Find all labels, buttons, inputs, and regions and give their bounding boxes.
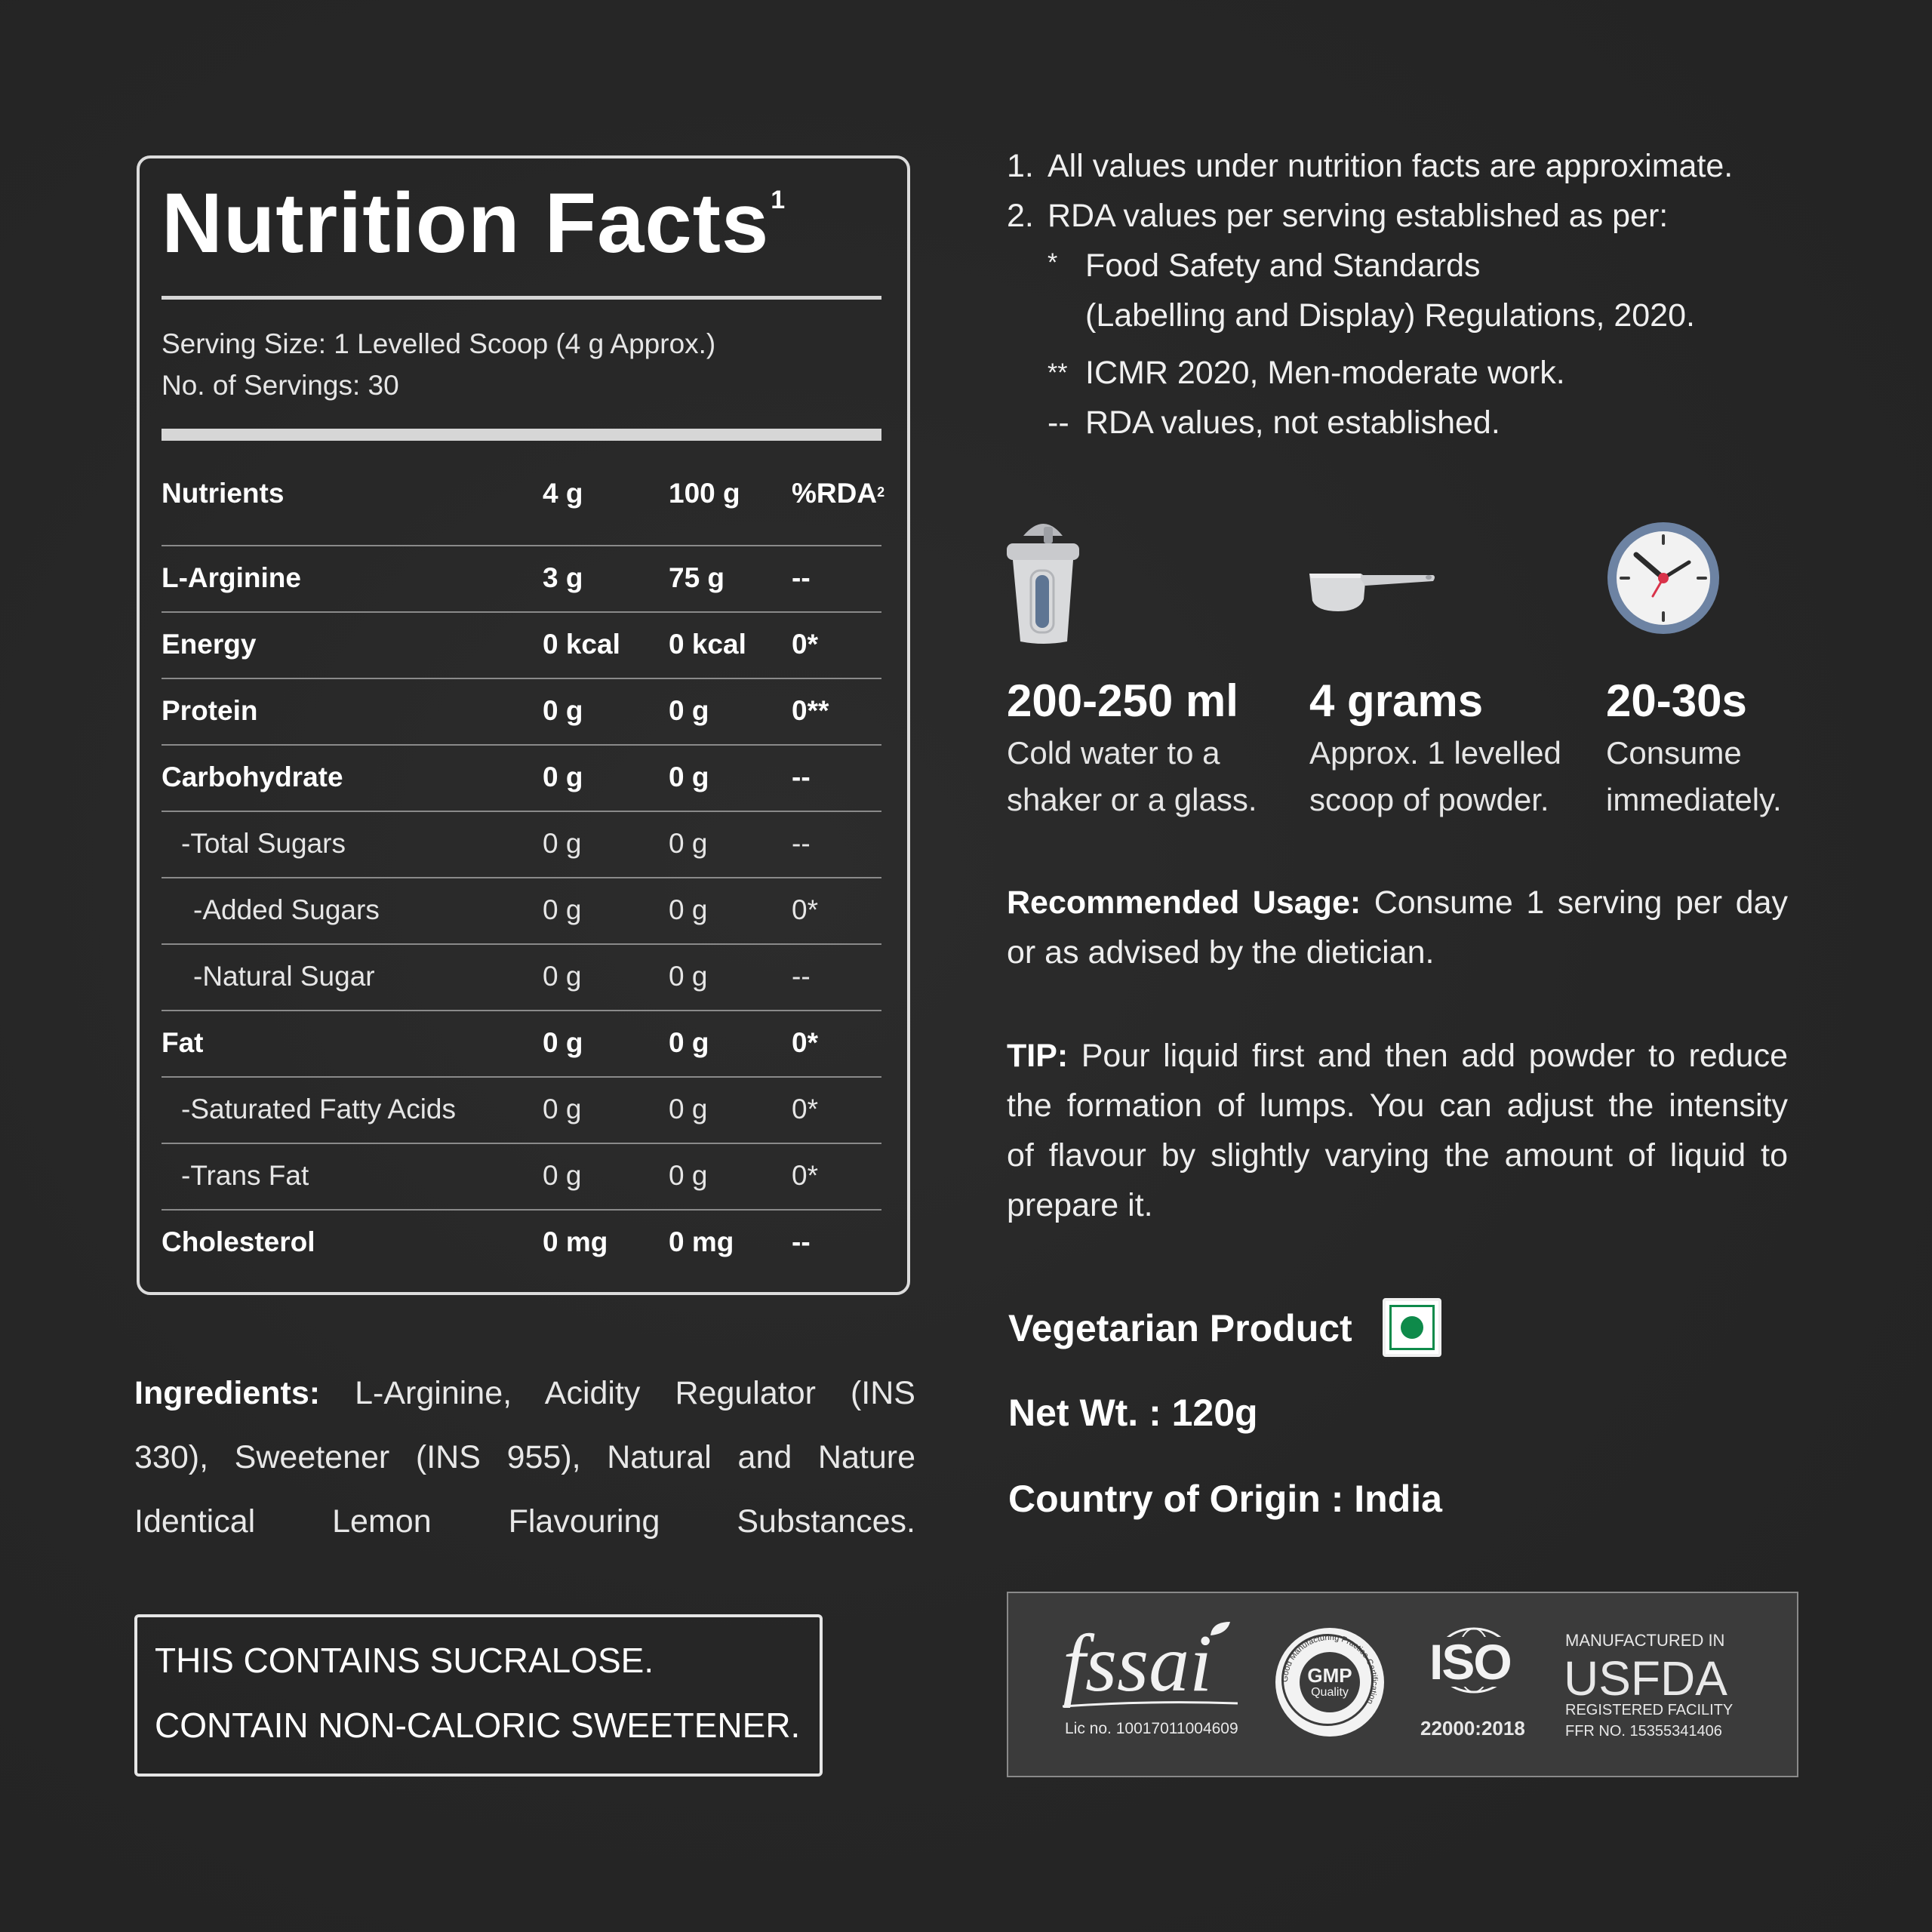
iso-standard: 22000:2018 bbox=[1420, 1717, 1525, 1740]
ingredients-line-3: Identical Lemon Flavouring Substances. bbox=[134, 1503, 915, 1540]
water-desc-line-2: shaker or a glass. bbox=[1007, 782, 1257, 817]
value-per-4g: 0 g bbox=[543, 894, 582, 925]
recommended-usage-line-2: or as advised by the dietician. bbox=[1007, 934, 1435, 971]
row-divider bbox=[162, 611, 881, 613]
header-per-100g: 100 g bbox=[669, 478, 740, 509]
nutrient-name: Protein bbox=[162, 695, 258, 726]
note-1: All values under nutrition facts are approximate. bbox=[1048, 148, 1734, 184]
ingredients-line-2: 330), Sweetener (INS 955), Natural and Nature bbox=[134, 1439, 915, 1475]
serving-size: Serving Size: 1 Levelled Scoop (4 g Approx.) bbox=[162, 328, 716, 359]
value-per-100g: 0 g bbox=[669, 695, 709, 726]
value-per-4g: 0 g bbox=[543, 961, 582, 992]
value-per-100g: 0 g bbox=[669, 1160, 708, 1191]
warning-line-1: THIS CONTAINS SUCRALOSE. bbox=[155, 1641, 654, 1680]
country-of-origin: Country of Origin : India bbox=[1008, 1478, 1442, 1520]
rda-value: -- bbox=[792, 828, 811, 859]
header-per-4g: 4 g bbox=[543, 478, 583, 509]
value-per-4g: 0 mg bbox=[543, 1226, 608, 1257]
iso-text: ISO bbox=[1426, 1637, 1514, 1687]
rda-value: -- bbox=[792, 761, 811, 792]
rda-value: 0* bbox=[792, 1160, 818, 1191]
row-divider bbox=[162, 1143, 881, 1144]
scoop-desc-line-1: Approx. 1 levelled bbox=[1309, 735, 1561, 771]
header-rda: %RDA$^2$ bbox=[792, 478, 885, 509]
fssai-underline-icon bbox=[1063, 1699, 1238, 1709]
rda-value: -- bbox=[792, 1226, 811, 1257]
value-per-100g: 0 g bbox=[669, 961, 708, 992]
svg-text:Good Manufacturing Practice Ce: Good Manufacturing Practice Certification bbox=[1280, 1632, 1380, 1706]
nutrient-name: -Total Sugars bbox=[181, 828, 346, 859]
value-per-4g: 0 kcal bbox=[543, 629, 620, 660]
row-divider bbox=[162, 811, 881, 812]
note-star-mark: * bbox=[1048, 248, 1058, 277]
row-divider bbox=[162, 744, 881, 746]
value-per-100g: 0 g bbox=[669, 828, 708, 859]
value-per-4g: 0 g bbox=[543, 695, 583, 726]
note-star-line-2: (Labelling and Display) Regulations, 2020. bbox=[1085, 297, 1695, 334]
nutrient-name: Energy bbox=[162, 629, 257, 660]
clock-icon bbox=[1606, 521, 1721, 635]
rda-value: -- bbox=[792, 961, 811, 992]
value-per-100g: 0 g bbox=[669, 761, 709, 792]
value-per-4g: 0 g bbox=[543, 1094, 582, 1124]
value-per-100g: 0 mg bbox=[669, 1226, 734, 1257]
value-per-4g: 0 g bbox=[543, 1027, 583, 1058]
note-double-star-mark: ** bbox=[1048, 358, 1068, 387]
nutrient-name: Fat bbox=[162, 1027, 204, 1058]
sweetener-warning-box bbox=[134, 1614, 823, 1777]
nutrient-name: -Saturated Fatty Acids bbox=[181, 1094, 457, 1124]
note-2: RDA values per serving established as per: bbox=[1048, 198, 1669, 234]
value-per-100g: 0 g bbox=[669, 1094, 708, 1124]
header-nutrients: Nutrients bbox=[162, 478, 285, 509]
row-divider bbox=[162, 1010, 881, 1011]
row-divider bbox=[162, 678, 881, 679]
nutrient-name: -Added Sugars bbox=[193, 894, 380, 925]
recommended-usage-line-1: Recommended Usage: Consume 1 serving per day bbox=[1007, 884, 1789, 921]
water-desc-line-1: Cold water to a bbox=[1007, 735, 1220, 771]
rda-value: -- bbox=[792, 562, 811, 593]
vegetarian-mark-icon bbox=[1383, 1298, 1441, 1357]
note-dash: RDA values, not established. bbox=[1085, 405, 1500, 441]
row-divider bbox=[162, 877, 881, 878]
usfda-registered: REGISTERED FACILITY bbox=[1565, 1702, 1734, 1718]
certifications-panel: fssai Lic no. 10017011004609 GMP Quality Good Manufacturing Practice Certification ISO 22000:2018 MANUFACTURED IN USFDA REGISTERED FACILITY FFR NO. 15355341406 bbox=[1007, 1592, 1798, 1777]
rda-value: 0* bbox=[792, 1027, 818, 1058]
usfda-ffr: FFR NO. 15355341406 bbox=[1565, 1723, 1722, 1740]
nutrient-name: -Trans Fat bbox=[181, 1160, 309, 1191]
nutrition-facts-title: Nutrition Facts$^1$ bbox=[162, 176, 786, 270]
gmp-text: GMP bbox=[1307, 1664, 1352, 1687]
warning-line-2: CONTAIN NON-CALORIC SWEETENER. bbox=[155, 1706, 801, 1745]
gmp-ring-text bbox=[1275, 1628, 1384, 1737]
value-per-100g: 0 g bbox=[669, 894, 708, 925]
nutrient-name: L-Arginine bbox=[162, 562, 301, 593]
scoop-amount: 4 grams bbox=[1309, 675, 1484, 726]
time-desc-line-1: Consume bbox=[1606, 735, 1742, 771]
value-per-4g: 0 g bbox=[543, 828, 582, 859]
vegetarian-label: Vegetarian Product bbox=[1008, 1307, 1352, 1349]
nutrient-name: -Natural Sugar bbox=[193, 961, 375, 992]
rda-value: 0** bbox=[792, 695, 829, 726]
consume-time: 20-30s bbox=[1606, 675, 1747, 726]
value-per-100g: 75 g bbox=[669, 562, 725, 593]
nutrient-name: Cholesterol bbox=[162, 1226, 315, 1257]
water-amount: 200-250 ml bbox=[1007, 675, 1238, 726]
row-divider bbox=[162, 943, 881, 945]
ingredients-line-1: Ingredients: L-Arginine, Acidity Regulator (INS bbox=[134, 1375, 915, 1411]
value-per-4g: 3 g bbox=[543, 562, 583, 593]
tip-line-4: prepare it. bbox=[1007, 1187, 1153, 1223]
time-desc-line-2: immediately. bbox=[1606, 782, 1782, 817]
gmp-quality: Quality bbox=[1311, 1686, 1349, 1699]
value-per-4g: 0 g bbox=[543, 1160, 582, 1191]
tip-line-1: TIP: Pour liquid first and then add powder to reduce bbox=[1007, 1038, 1788, 1074]
net-weight: Net Wt. : 120g bbox=[1008, 1392, 1258, 1434]
value-per-4g: 0 g bbox=[543, 761, 583, 792]
divider bbox=[162, 296, 881, 300]
gmp-badge bbox=[1275, 1628, 1384, 1737]
usfda-title: USFDA bbox=[1564, 1651, 1727, 1706]
rda-value: 0* bbox=[792, 894, 818, 925]
row-divider bbox=[162, 1209, 881, 1211]
thick-divider bbox=[162, 429, 881, 441]
usfda-top: MANUFACTURED IN bbox=[1565, 1631, 1725, 1650]
note-dash-mark: -- bbox=[1048, 405, 1069, 441]
value-per-100g: 0 g bbox=[669, 1027, 709, 1058]
rda-value: 0* bbox=[792, 629, 818, 660]
tip-line-3: of flavour by slightly varying the amount of liquid to bbox=[1007, 1137, 1788, 1174]
tip-line-2: the formation of lumps. You can adjust the intensity bbox=[1007, 1088, 1788, 1124]
leaf-icon bbox=[1209, 1620, 1232, 1637]
note-star-line-1: Food Safety and Standards bbox=[1085, 248, 1481, 284]
note-2-number: 2. bbox=[1007, 198, 1034, 234]
value-per-100g: 0 kcal bbox=[669, 629, 746, 660]
fssai-license: Lic no. 10017011004609 bbox=[1065, 1720, 1238, 1737]
note-double-star: ICMR 2020, Men-moderate work. bbox=[1085, 355, 1565, 391]
row-divider bbox=[162, 1076, 881, 1078]
scoop-desc-line-2: scoop of powder. bbox=[1309, 782, 1549, 817]
nutrient-name: Carbohydrate bbox=[162, 761, 343, 792]
shaker-icon bbox=[1002, 513, 1085, 649]
row-divider bbox=[162, 545, 881, 546]
rda-value: 0* bbox=[792, 1094, 818, 1124]
servings-count: No. of Servings: 30 bbox=[162, 370, 399, 401]
note-1-number: 1. bbox=[1007, 148, 1034, 184]
scoop-icon bbox=[1308, 566, 1436, 615]
